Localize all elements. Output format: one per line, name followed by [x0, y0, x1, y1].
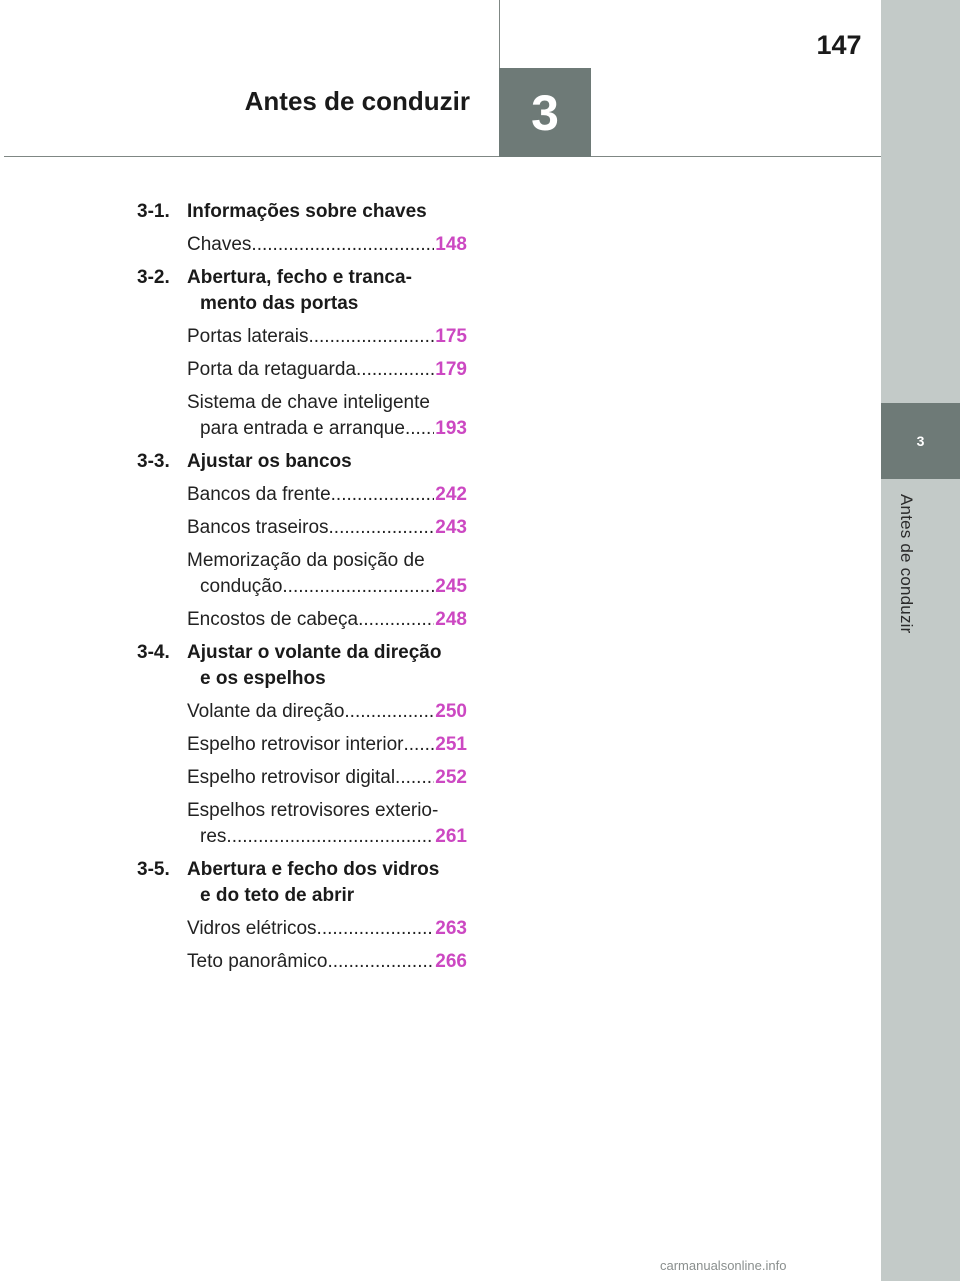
chapter-title: Antes de conduzir: [244, 86, 470, 116]
entry-label-line2: condução: [200, 576, 283, 597]
page-link[interactable]: 175: [435, 326, 467, 347]
toc-section-heading: [137, 857, 467, 909]
section-title-line1: Abertura e fecho dos vidros: [187, 859, 440, 880]
toc-entry[interactable]: [187, 548, 467, 600]
leader-dots: [395, 765, 434, 791]
section-title-line2: e os espelhos: [200, 668, 326, 689]
side-chapter-tab[interactable]: [881, 403, 960, 479]
section-title: [187, 640, 467, 692]
footer-watermark: carmanualsonline.info: [660, 1258, 787, 1273]
toc-section-heading: [137, 640, 467, 692]
leader-dots: [344, 699, 434, 725]
leader-dots: [329, 515, 435, 541]
leader-dots: [232, 824, 435, 850]
section-title-line2: e do teto de abrir: [200, 885, 355, 906]
toc-entry[interactable]: [187, 482, 467, 508]
section-title-line1: Abertura, fecho e tranca-: [187, 267, 412, 288]
chapter-number-box: [499, 68, 591, 157]
leader-dots: [356, 357, 434, 383]
entry-label: Volante da direção: [187, 701, 345, 722]
toc-entry[interactable]: [187, 765, 467, 791]
side-chapter-label: Antes de conduzir: [897, 494, 916, 634]
header-divider-horizontal: [4, 156, 881, 157]
section-title: [187, 449, 467, 475]
page-link[interactable]: 250: [435, 701, 467, 722]
page-link[interactable]: 248: [435, 609, 467, 630]
entry-label: Bancos traseiros: [187, 517, 329, 538]
page-link[interactable]: 263: [435, 918, 467, 939]
section-title-line2: mento das portas: [200, 293, 359, 314]
side-tab-number: 3: [916, 433, 925, 449]
entry-label: Encostos de cabeça: [187, 609, 359, 630]
entry-label: Porta da retaguarda: [187, 359, 357, 380]
leader-dots: [282, 574, 434, 600]
page-link[interactable]: 179: [435, 359, 467, 380]
page-link[interactable]: 251: [435, 734, 467, 755]
section-number: 3-1.: [137, 201, 170, 222]
leader-dots: [327, 949, 434, 975]
leader-dots: [308, 324, 434, 350]
side-strip: [881, 0, 960, 1281]
entry-label-line1: Espelhos retrovisores exterio-: [187, 800, 439, 821]
section-number: 3-2.: [137, 267, 170, 288]
entry-label: Vidros elétricos: [187, 918, 317, 939]
page-link[interactable]: 193: [435, 418, 467, 439]
section-title: [187, 199, 467, 225]
leader-dots: [358, 607, 434, 633]
page-link[interactable]: 243: [435, 517, 467, 538]
page-link[interactable]: 252: [435, 767, 467, 788]
toc-section-heading: [137, 199, 467, 225]
toc-entry[interactable]: [187, 949, 467, 975]
page-number: 147: [816, 30, 862, 60]
leader-dots: [403, 732, 434, 758]
entry-label-line1: Sistema de chave inteligente: [187, 392, 430, 413]
page-link[interactable]: 261: [435, 826, 467, 847]
table-of-contents: [137, 199, 467, 982]
section-number: 3-5.: [137, 859, 170, 880]
toc-entry[interactable]: [187, 916, 467, 942]
section-title: [187, 265, 467, 317]
entry-label-line2: para entrada e arranque: [200, 418, 405, 439]
toc-entry[interactable]: [187, 232, 467, 258]
entry-label: Teto panorâmico: [187, 951, 328, 972]
page-link[interactable]: 245: [435, 576, 467, 597]
toc-entry[interactable]: [187, 798, 467, 850]
toc-entry[interactable]: [187, 390, 467, 442]
section-title-line1: Informações sobre chaves: [187, 201, 427, 222]
toc-entry[interactable]: [187, 732, 467, 758]
entry-label: Chaves: [187, 234, 252, 255]
entry-label: Espelho retrovisor interior: [187, 734, 404, 755]
section-number: 3-3.: [137, 451, 170, 472]
page-link[interactable]: 148: [435, 234, 467, 255]
page-link[interactable]: 242: [435, 484, 467, 505]
section-title-line1: Ajustar o volante da direção: [187, 642, 442, 663]
toc-section-heading: [137, 265, 467, 317]
toc-section-heading: [137, 449, 467, 475]
toc-entry[interactable]: [187, 515, 467, 541]
entry-label: Portas laterais: [187, 326, 309, 347]
toc-entry[interactable]: [187, 324, 467, 350]
header-divider-vertical: [499, 0, 500, 68]
section-title: [187, 857, 467, 909]
toc-entry[interactable]: [187, 357, 467, 383]
section-title-line1: Ajustar os bancos: [187, 451, 352, 472]
chapter-number: 3: [531, 84, 559, 141]
entry-label: Bancos da frente: [187, 484, 331, 505]
toc-entry[interactable]: [187, 607, 467, 633]
leader-dots: [317, 916, 435, 942]
entry-label-line1: Memorização da posição de: [187, 550, 425, 571]
entry-label: Espelho retrovisor digital: [187, 767, 396, 788]
leader-dots: [405, 416, 434, 442]
page-link[interactable]: 266: [435, 951, 467, 972]
leader-dots: [331, 482, 435, 508]
leader-dots: [251, 232, 434, 258]
toc-entry[interactable]: [187, 699, 467, 725]
entry-label-line2: res.: [200, 826, 232, 847]
section-number: 3-4.: [137, 642, 170, 663]
